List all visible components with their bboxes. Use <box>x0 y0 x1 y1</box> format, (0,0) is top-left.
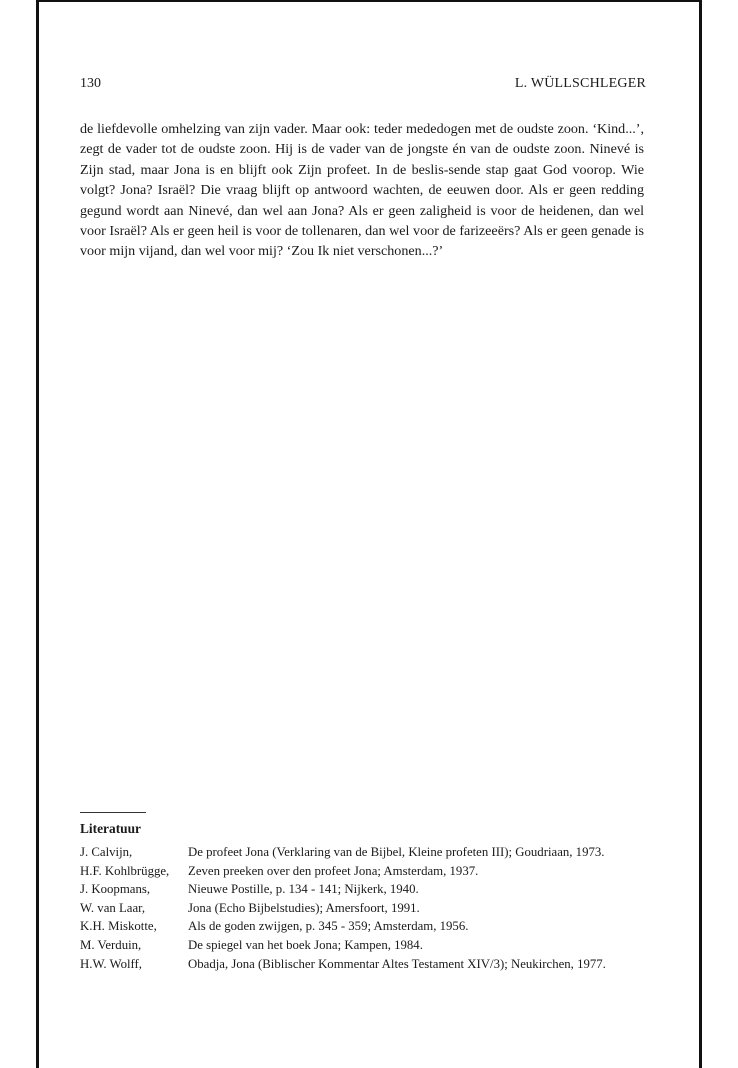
literature-author: H.W. Wolff, <box>80 956 143 971</box>
literature-title: Jona (Echo Bijbelstudies); Amersfoort, 1991. <box>188 900 420 915</box>
literature-title: De profeet Jona (Verklaring van de Bijbel, Kleine profeten III); Goudriaan, 1973. <box>188 845 605 859</box>
literature-title: Nieuwe Postille, p. 134 - 141; Nijkerk, 1940. <box>188 882 419 897</box>
literature-author: H.F. Kohlbrügge, <box>80 863 170 878</box>
literature-title: Als de goden zwijgen, p. 345 - 359; Amsterdam, 1956. <box>188 919 469 934</box>
literature-entry <box>80 880 644 898</box>
literature-entry <box>80 862 644 880</box>
page-border-right <box>699 0 702 1068</box>
literature-title: De spiegel van het boek Jona; Kampen, 1984. <box>188 937 423 952</box>
page-border-left <box>36 0 39 1068</box>
page-border-top <box>36 0 702 2</box>
literature-author: W. van Laar, <box>80 900 146 915</box>
literature-author: M. Verduin, <box>80 937 142 952</box>
literature-entry <box>80 917 644 935</box>
literature-entry <box>80 955 644 973</box>
running-head: L. WÜLLSCHLEGER <box>514 76 646 91</box>
literature-title: Zeven preeken over den profeet Jona; Amsterdam, 1937. <box>188 863 479 878</box>
literature-list <box>80 843 644 973</box>
literature-title: Obadja, Jona (Biblischer Kommentar Altes Testament XIV/3); Neukirchen, 1977. <box>188 956 606 971</box>
body-paragraph: de liefdevolle omhelzing van zijn vader. Maar ook: teder mededogen met de oudste zoon. ‘Kind...’, zegt de vader tot de oudste zoon. Hij is de vader van de jongste én van de oudste zoon. Ninevé is Zijn stad, maar Jona is en blijft ook Zijn profeet. In de beslis-sende stap gaat God voorop. Wie volgt? Jona? Israël? Die vraag blijft op antwoord wachten, de eeuwen door. Als er geen redding gegund wordt aan Ninevé, dan wel aan Jona? Als er geen zaligheid is voor de heidenen, dan wel voor Israël? Als er geen heil is voor de tollenaren, dan wel voor de farizeeërs? Als er geen genade is voor mijn vijand, dan wel voor mij? ‘Zou Ik niet verschonen...?’ <box>80 121 644 260</box>
footnote-rule <box>80 812 146 813</box>
literature-author: J. Koopmans, <box>80 882 151 897</box>
literature-entry <box>80 936 644 954</box>
literature-author: K.H. Miskotte, <box>80 919 157 934</box>
literature-heading: Literatuur <box>80 821 141 836</box>
literature-entry <box>80 899 644 917</box>
literature-author: J. Calvijn, <box>80 845 133 859</box>
literature-entry <box>80 843 644 861</box>
page-number: 130 <box>80 76 101 91</box>
